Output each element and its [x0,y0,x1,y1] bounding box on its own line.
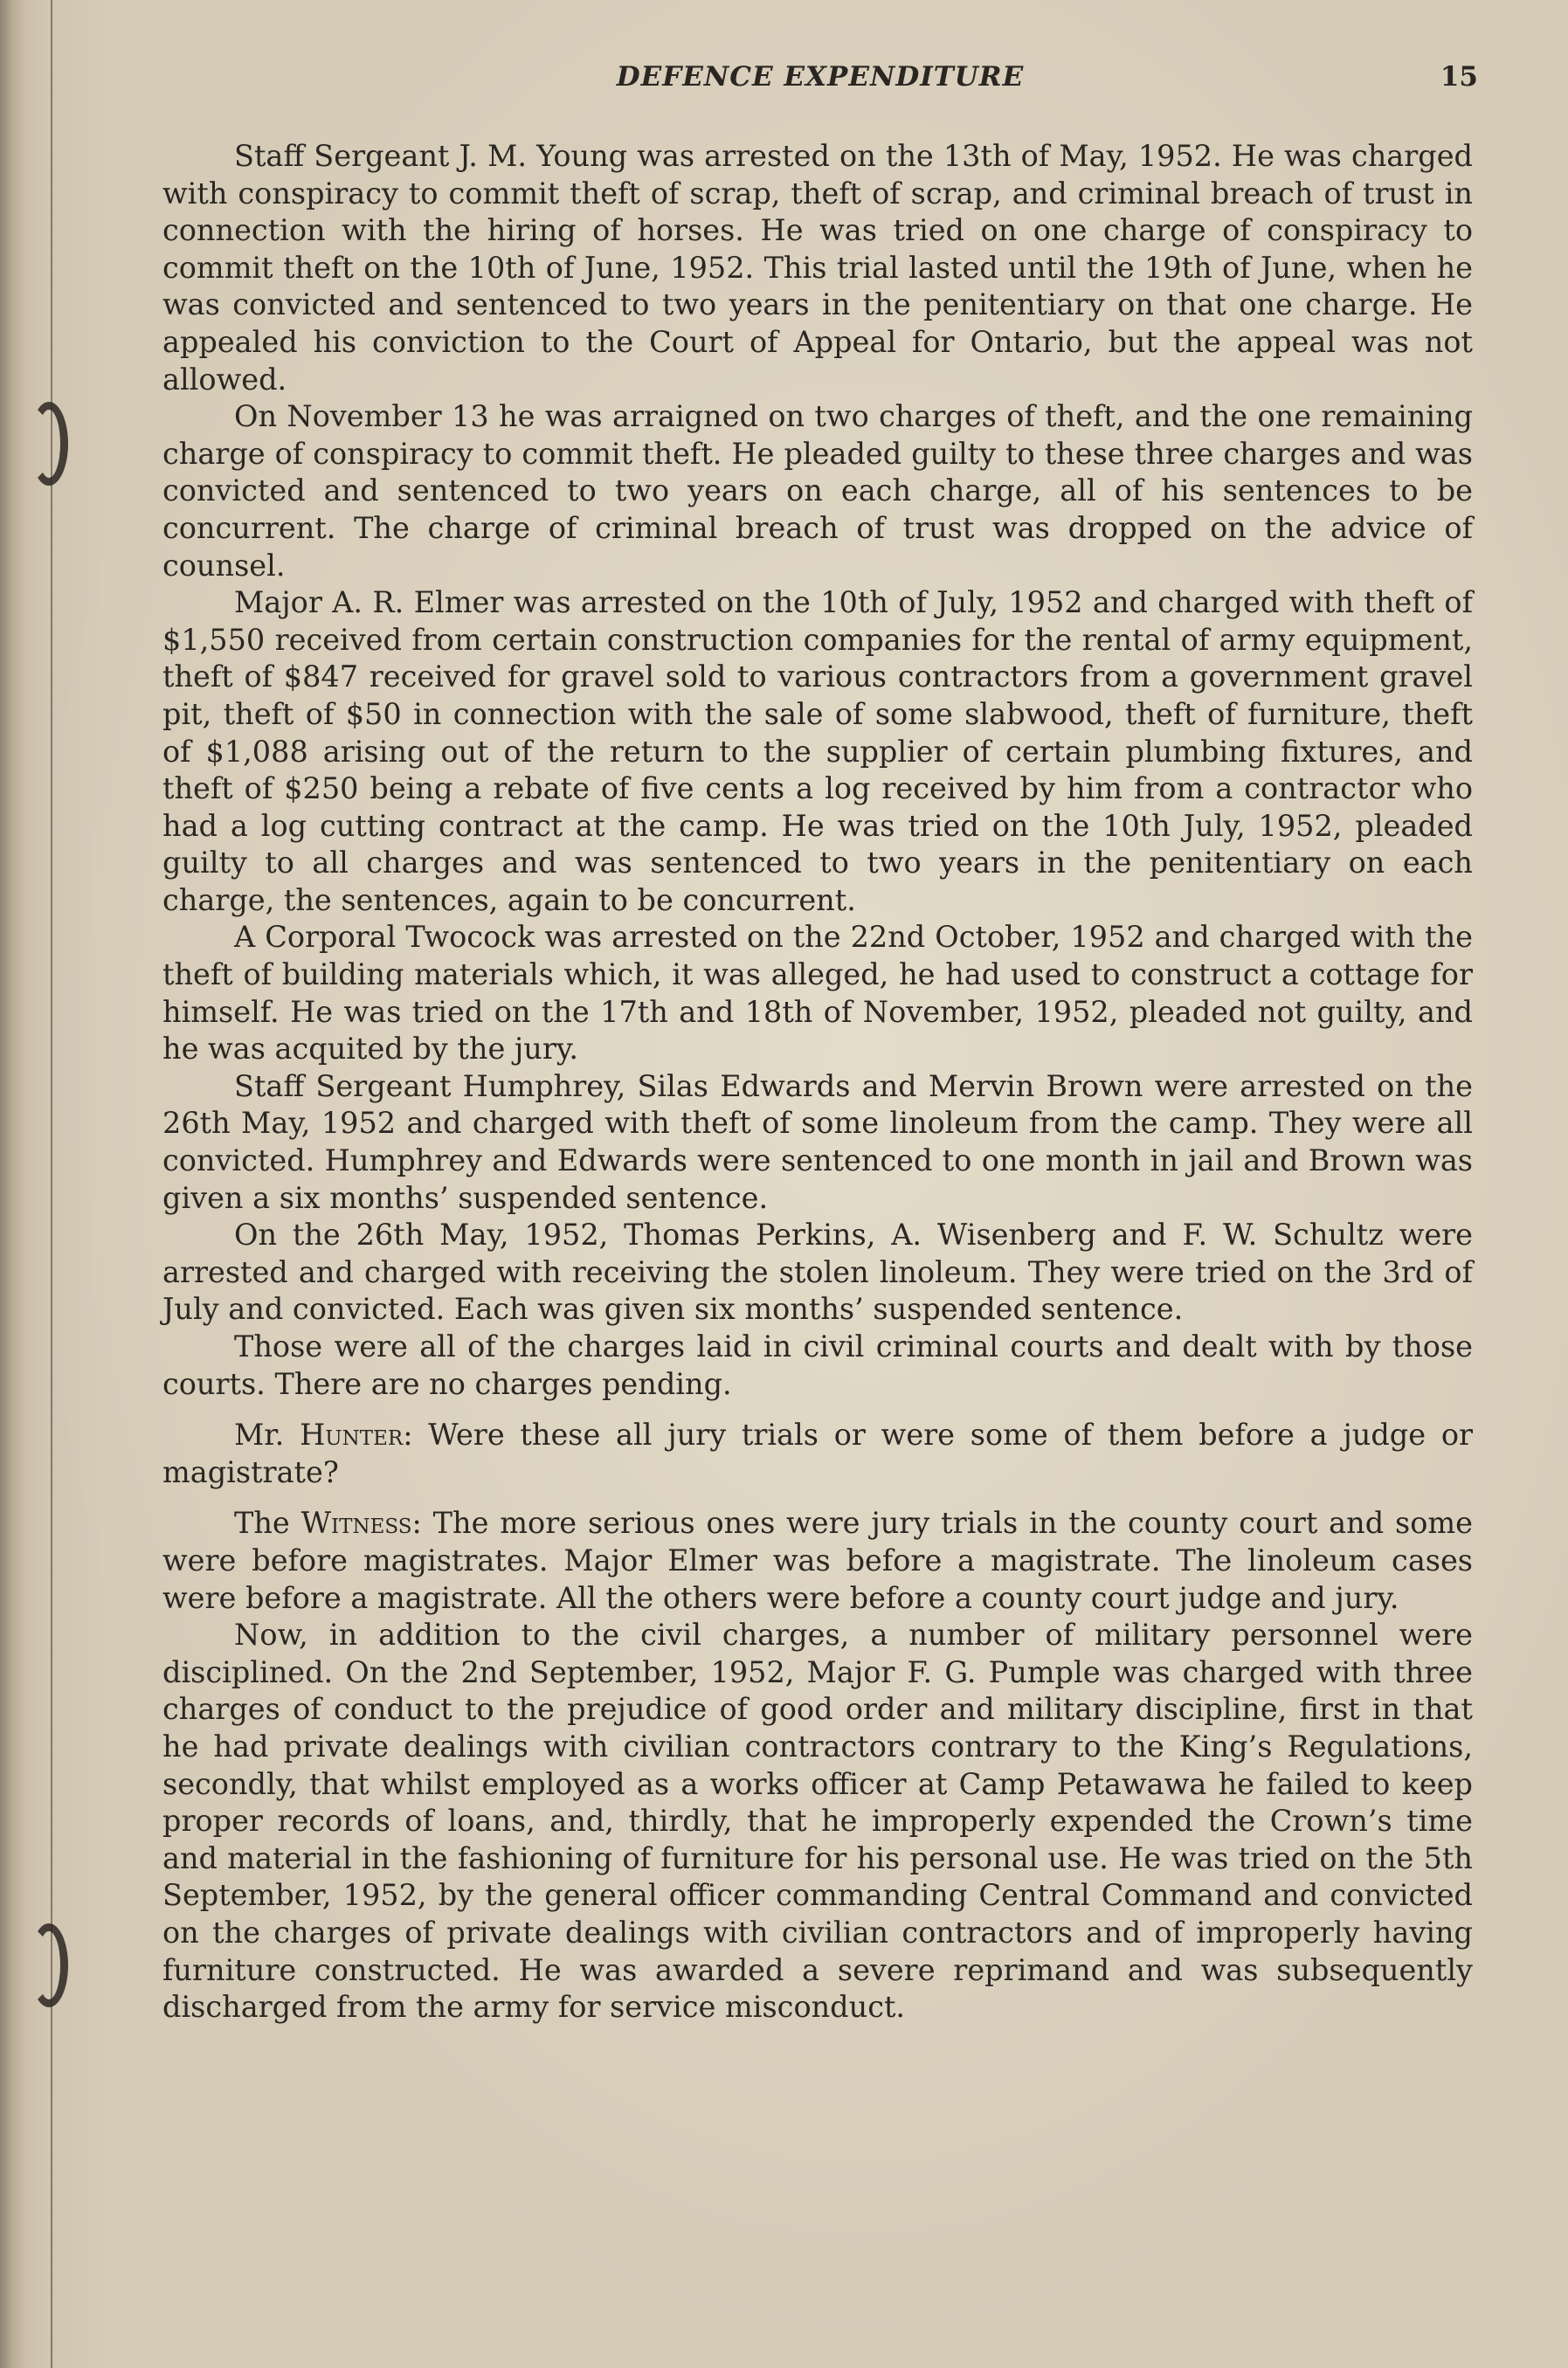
speaker-name: Hunter [300,1418,404,1453]
page-number: 15 [1440,61,1478,93]
question-mr-hunter [162,1417,1473,1491]
body-text [162,138,1473,2026]
paragraph-twocock: A Corporal Twocock was arrested on the 22nd October, 1952 and charged with the theft of building materials which, it was alleged, he had used to construct a cottage for himself. He was tried on the 17th and 18th of November, 1952, pleaded not guilty, and he was acquited by the jury. [162,920,1473,1067]
answer-witness [162,1505,1473,1617]
paragraph-military-discipline: Now, in addition to the civil charges, a number of military personnel were disciplined. On the 2nd September, 1952, Major F. G. Pumple was charged with three charges of conduct to the prejudice of good order and military discipline, first in that he had private dealings with civilian contractors contrary to the King’s Regulations, secondly, that whilst employed as a works officer at Camp Petawawa he failed to keep proper records of loans, and, thirdly, that he improperly expended the Crown’s time and material in the fashioning of furniture for his personal use. He was tried on the 5th September, 1952, by the general officer commanding Central Command and convicted on the charges of private dealings with civilian contractors and of improperly having furniture constructed. He was awarded a severe reprimand and was subsequently discharged from the army for service misconduct. [162,1618,1473,2025]
paragraph-linoleum-theft: Staff Sergeant Humphrey, Silas Edwards and Mervin Brown were arrested on the 26th May, 1952 and charged with theft of some linoleum from the camp. They were all convicted. Humphrey and Edwards were sentenced to one month in jail and Brown was given a six months’ suspended sentence. [162,1068,1473,1215]
answer-text: : The more serious ones were jury trials in the county court and some were before magistrates. Major Elmer was before a magistrate. The linoleum cases were before a magistrate. All the others were before a county court judge and jury. [162,1506,1473,1615]
speaker-name: Witness [300,1506,412,1541]
question-text: : Were these all jury trials or were some of them before a judge or magistrate? [162,1418,1474,1489]
paragraph-linoleum-receiving: On the 26th May, 1952, Thomas Perkins, A. Wisenberg and F. W. Schultz were arrested and charged with receiving the stolen linoleum. They were tried on the 3rd of July and convicted. Each was given six months’ suspended sentence. [162,1218,1473,1327]
paragraph-young-arrest: Staff Sergeant J. M. Young was arrested on the 13th of May, 1952. He was charged with conspiracy to commit theft of scrap, theft of scrap, and criminal breach of trust in connection with the hiring of horses. He was tried on one charge of conspiracy to commit theft on the 10th of June, 1952. This trial lasted until the 19th of June, when he was convicted and sentenced to two years in the penitentiary on that one charge. He appealed his conviction to the Court of Appeal for Ontario, but the appeal was not allowed. [162,139,1473,397]
paragraph-elmer: Major A. R. Elmer was arrested on the 10th of July, 1952 and charged with theft of $1,550 received from certain construction companies for the rental of army equipment, theft of $847 received for gravel sold to various contractors from a government gravel pit, theft of $50 in connection with the sale of some slabwood, theft of furniture, theft of $1,088 arising out of the return to the supplier of certain plumbing fixtures, and theft of $250 being a rebate of five cents a log received by him from a contractor who had a log cutting contract at the camp. He was tried on the 10th July, 1952, pleaded guilty to all charges and was sentenced to two years in the penitentiary on each charge, the sentences, again to be concurrent. [162,585,1473,917]
speaker-prefix: The [234,1506,301,1541]
paragraph-young-arraignment: On November 13 he was arraigned on two charges of theft, and the one remaining charge of conspiracy to commit theft. He pleaded guilty to these three charges and was convicted and sentenced to two years on each charge, all of his sentences to be concurrent. The charge of criminal breach of trust was dropped on the advice of counsel. [162,399,1473,583]
running-title: DEFENCE EXPENDITURE [616,61,1025,93]
speaker-prefix: Mr. [234,1418,300,1453]
running-header [162,61,1478,103]
paragraph-no-charges-pending: Those were all of the charges laid in civil criminal courts and dealt with by those courts. There are no charges pending. [162,1329,1473,1401]
